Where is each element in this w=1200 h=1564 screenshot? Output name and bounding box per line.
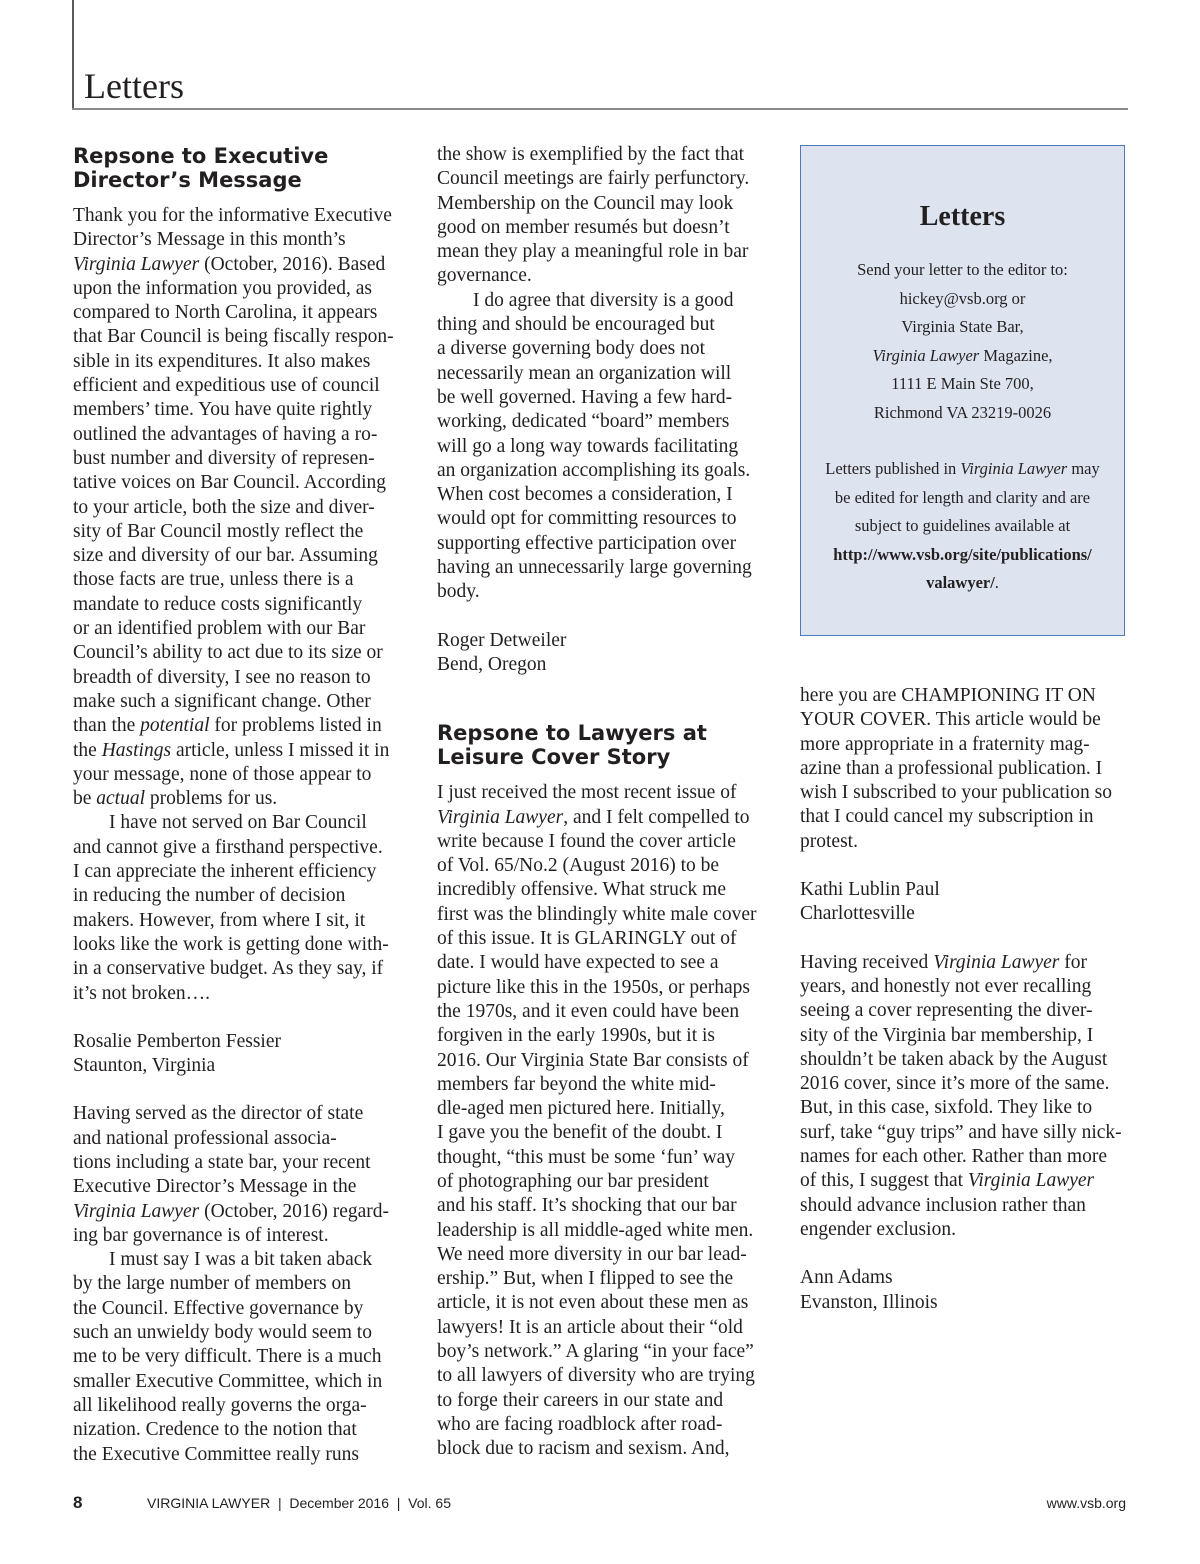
guidelines-link[interactable]: http://www.vsb.org/site/publications/ [833,544,1092,564]
publication-info: VIRGINIA LAWYER | December 2016 | Vol. 65 [147,1495,451,1511]
page-footer [0,1494,1200,1514]
header-rule [72,108,1128,110]
letter-1-paragraph: Thank you for the informative Executive Director’s Message in this month’s Virginia Lawyer (October, 2016). Based upon the information you provided, as compared to North Carolina, it appears that Bar Council is being fiscally respon- sible in its expenditures. It also makes efficient and expeditious use of council members’ time. You have quite rightly outlined the advantages of having a ro- bust number and diversity of represen- tative voices on Bar Council. According to your article, both the size and diver- sity of Bar Council mostly reflect the size and diversity of our bar. Assuming those facts are true, unless there is a mandate to reduce costs significantly or an identified problem with our Bar Council’s ability to act due to its size or breadth of diversity, I see no reason to make such a significant change. Other than the potential for problems listed in the Hastings article, unless I missed it in your message, none of those appear to be actual problems for us. [73,205,394,810]
letter-3-signature: Kathi Lublin Paul Charlottesville [800,879,940,925]
guidelines-link-cont[interactable]: valawyer/ [926,573,995,592]
letters-box-body: Send your letter to the editor to: hickey@vsb.org or Virginia State Bar, Virginia Lawyer Magazine, 1111 E Main Ste 700, Richmond VA 23219-0026 Letters published in Virginia Lawyer may be edited for length and clarity and are subject to guidelines available at http://www.vsb.org/site/publications/ valawyer/. [801,256,1124,598]
letter-4-paragraph: Having received Virginia Lawyer for years, and honestly not ever recalling seeing a cover representing the diver- sity of the Virginia bar membership, I shouldn’t be taken aback by the August 2016 cover, since it’s more of the same. But, in this case, sixfold. They like to surf, take “guy trips” and have silly nick- names for each other. Rather than more of this, I suggest that Virginia Lawyer should advance inclusion rather than engender exclusion. [800,951,1122,1240]
letter-4-signature: Ann Adams Evanston, Illinois [800,1267,938,1313]
column-1 [73,144,403,1467]
letter-1-signature: Rosalie Pemberton Fessier Staunton, Virginia [73,1030,281,1077]
letter-3-heading: Repsone to Lawyers at Leisure Cover Story [437,721,707,770]
editor-email[interactable]: hickey@vsb.org or [899,288,1026,308]
section-title: Letters [84,66,184,106]
letters-info-box [800,145,1125,636]
letter-2-paragraph: I must say I was a bit taken aback by the large number of members on the Council. Effective governance by such an unwieldy body would seem to me to be very difficult. There is a much smaller Executive Committee, which in all likelihood really governs the orga- nization. Credence to the notion that the Executive Committee really runs [73,1249,383,1465]
letter-2-paragraph: I do agree that diversity is a good thing and should be encouraged but a diverse governing body does not necessarily mean an organization will be well governed. Having a few hard- working, dedicated “board” members will go a long way towards facilitating an organization accomplishing its goals. When cost becomes a consideration, I would opt for committing resources to supporting effective participation over having an unnecessarily large governing body. [437,289,752,603]
letter-3-paragraph: I just received the most recent issue of Virginia Lawyer, and I felt compelled to write because I found the cover article of Vol. 65/No.2 (August 2016) to be incredibly offensive. What struck me first was the blindingly white male cover of this issue. It is GLARINGLY out of date. I would have expected to see a picture like this in the 1950s, or perhaps the 1970s, and it even could have been forgiven in the early 1990s, but it is 2016. Our Virginia State Bar consists of members far beyond the white mid- dle-aged men pictured here. Initially, I gave you the benefit of the doubt. I thought, “this must be some ‘fun’ way of photographing our bar president and his staff. It’s shocking that our bar leadership is all middle-aged white men. We need more diversity in our bar lead- ership.” But, when I flipped to see the article, it is not even about these men as lawyers! It is an article about their “old boy’s network.” A glaring “in your face” to all lawyers of diversity who are trying to forge their careers in our state and who are facing roadblock after road- block due to racism and sexism. And, [437,782,757,1460]
column-3 [800,684,1130,1315]
letter-2-paragraph: the show is exemplified by the fact that Council meetings are fairly perfunctory. Membership on the Council may look good on member resumés but doesn’t mean they play a meaningful role in bar governance. [437,144,750,287]
letter-1-paragraph: I have not served on Bar Council and cannot give a firsthand perspective. I can appreciate the inherent efficiency in reducing the number of decision makers. However, from where I sit, it looks like the work is getting done with- in a conservative budget. As they say, if it’s not broken…. [73,812,389,1004]
letter-1-heading: Repsone to Executive Director’s Message [73,144,329,192]
header-vertical-rule [72,0,74,110]
letter-2-signature: Roger Detweiler Bend, Oregon [437,629,567,675]
column-2 [437,143,767,1462]
page-number: 8 [73,1493,83,1512]
letter-2-paragraph: Having served as the director of state and national professional associa- tions including a state bar, your recent Executive Director’s Message in the Virginia Lawyer (October, 2016) regard- ing bar governance is of interest. [73,1103,390,1246]
letter-3-paragraph: here you are CHAMPIONING IT ON YOUR COVER. This article would be more appropriate in a fraternity mag- azine than a professional publication. I wish I subscribed to your publication so that I could cancel my subscription in protest. [800,685,1112,852]
website-link[interactable]: www.vsb.org [1046,1495,1126,1511]
letters-box-title: Letters [919,201,1006,232]
